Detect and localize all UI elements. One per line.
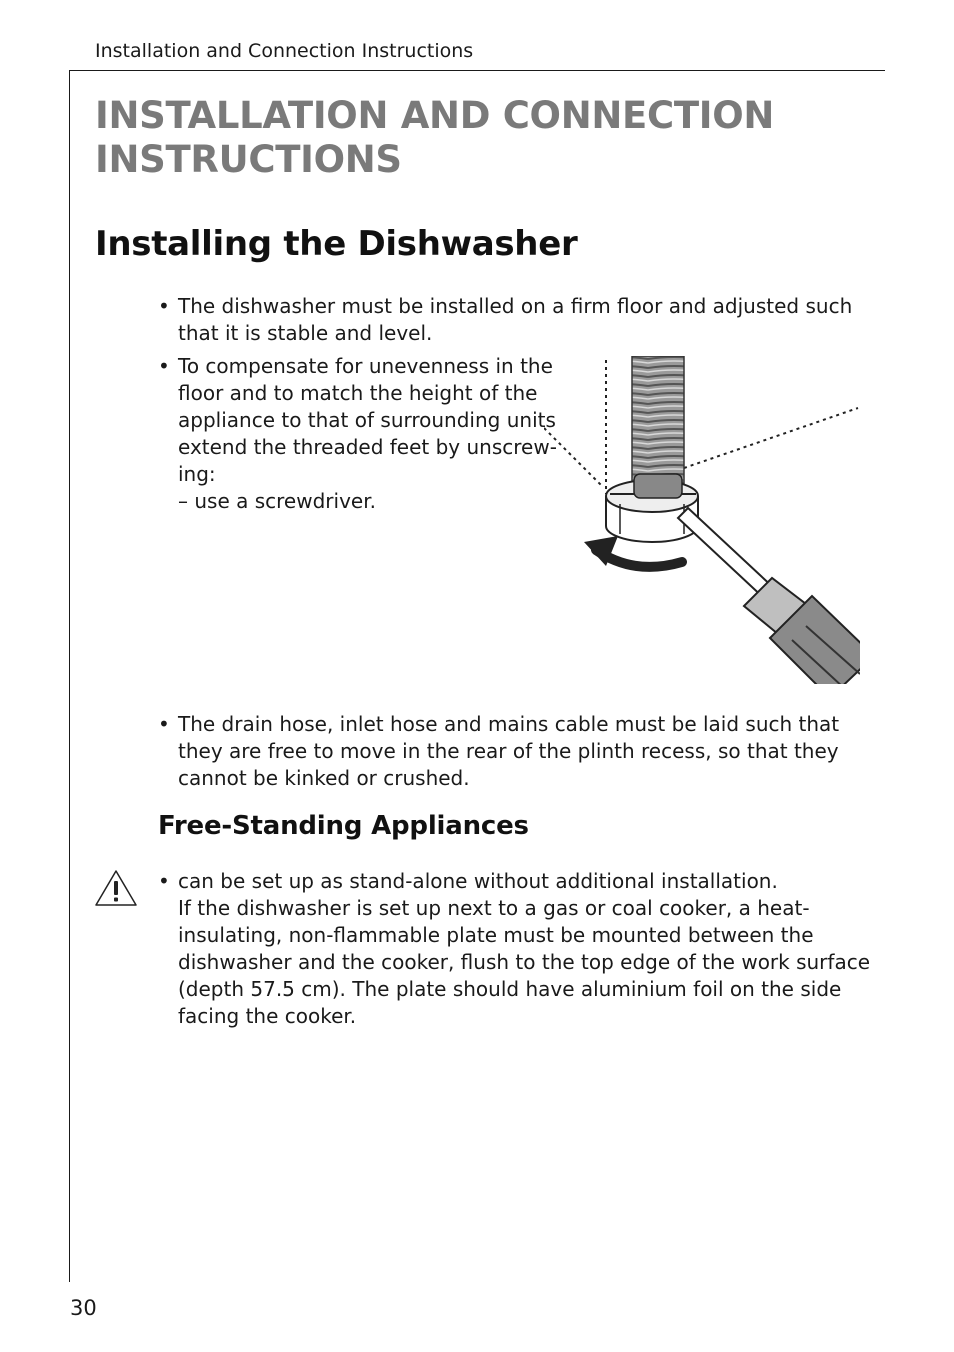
chapter-title-line: INSTRUCTIONS <box>95 138 402 181</box>
bullet-item <box>158 868 878 1030</box>
threaded-rod <box>632 356 684 488</box>
chapter-title <box>95 94 855 182</box>
bullet-marker: • <box>158 354 170 378</box>
text-line: – use a screwdriver. <box>178 489 376 513</box>
screwdriver-adjusting-foot-illustration <box>544 356 860 686</box>
text-line: floor and to match the height of the <box>178 381 538 405</box>
text-line: insulating, non-flammable plate must be mounted between the <box>178 923 814 947</box>
text-line: To compensate for unevenness in the <box>178 354 553 378</box>
text-line: ing: <box>178 462 216 486</box>
bullet-item <box>158 293 858 347</box>
bullet-item <box>158 353 557 515</box>
text-line: The drain hose, inlet hose and mains cable must be laid such that <box>178 712 840 736</box>
text-line: cannot be kinked or crushed. <box>178 766 470 790</box>
bullet-text <box>178 293 858 347</box>
screwdriver-shaft <box>678 508 776 600</box>
bullet-marker: • <box>158 869 170 893</box>
text-line: If the dishwasher is set up next to a gas or coal cooker, a heat- <box>178 896 810 920</box>
running-header: Installation and Connection Instructions <box>95 40 474 62</box>
margin-rule <box>69 70 70 1282</box>
warning-triangle-icon <box>94 868 138 908</box>
header-rule <box>70 70 885 71</box>
text-line: appliance to that of surrounding units <box>178 408 556 432</box>
page-number: 30 <box>70 1296 97 1320</box>
bullet-text <box>178 868 878 1030</box>
section-title: Installing the Dishwasher <box>95 224 578 264</box>
bullet-text <box>178 711 858 792</box>
bullet-marker: • <box>158 294 170 318</box>
text-line: The dishwasher must be installed on a firm floor and adjusted such <box>178 294 853 318</box>
foot-nut <box>634 474 682 498</box>
text-line: (depth 57.5 cm). The plate should have aluminium foil on the side <box>178 977 842 1001</box>
guide-line <box>684 408 858 468</box>
text-line: extend the threaded feet by unscrew- <box>178 435 557 459</box>
text-line: can be set up as stand-alone without additional installation. <box>178 869 778 893</box>
text-line: facing the cooker. <box>178 1004 357 1028</box>
subsection-title: Free-Standing Appliances <box>158 811 529 841</box>
chapter-title-line: INSTALLATION AND CONNECTION <box>95 94 775 137</box>
bullet-marker: • <box>158 712 170 736</box>
text-line: they are free to move in the rear of the plinth recess, so that they <box>178 739 839 763</box>
bullet-item <box>158 711 858 792</box>
text-line: that it is stable and level. <box>178 321 433 345</box>
bullet-text <box>178 353 557 515</box>
guide-line <box>544 428 602 486</box>
text-line: dishwasher and the cooker, flush to the top edge of the work surface <box>178 950 871 974</box>
